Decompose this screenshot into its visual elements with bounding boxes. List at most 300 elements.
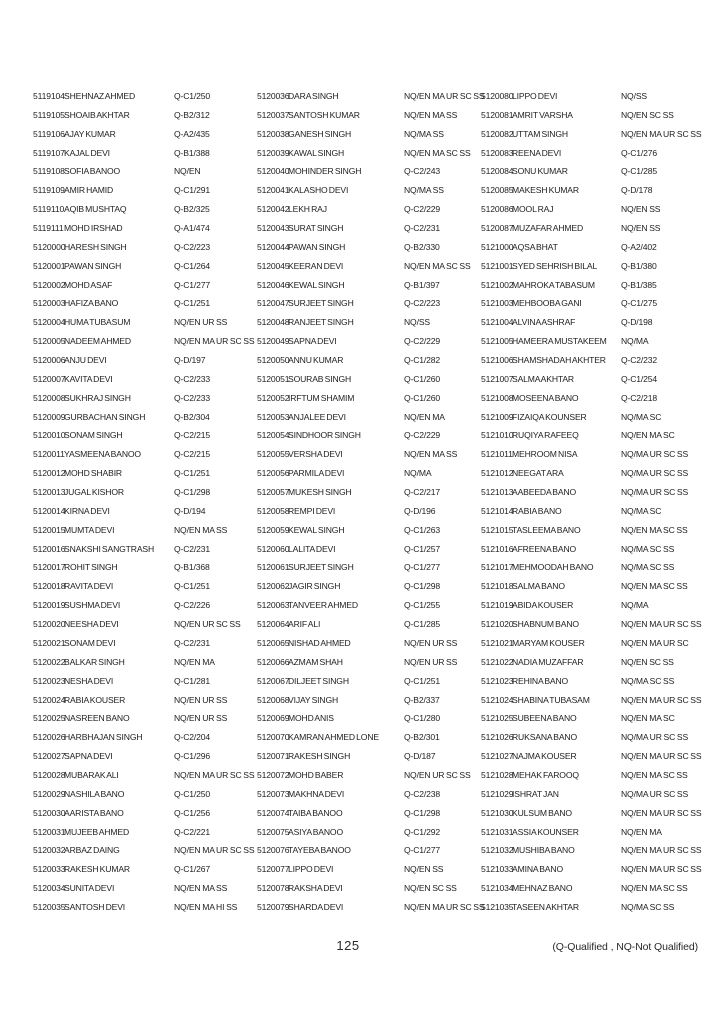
table-row — [257, 223, 475, 242]
roll-number: 5121021 — [481, 637, 514, 648]
result-code: Q-C1/276 — [621, 147, 658, 158]
candidate-name: DARA SINGH — [288, 91, 339, 101]
candidate-name: AQSA BHAT — [512, 241, 558, 252]
roll-number: 5120037 — [257, 109, 290, 120]
table-row — [257, 91, 485, 110]
roll-number: 5121010 — [481, 430, 514, 441]
candidate-name: KEWAL SINGH — [288, 524, 345, 535]
roll-number: 5121015 — [481, 524, 514, 535]
table-row — [33, 581, 249, 600]
roll-number: 5119104 — [33, 91, 65, 101]
roll-number: 5121031 — [481, 826, 514, 837]
roll-number: 5121023 — [481, 675, 514, 686]
table-row — [33, 166, 249, 185]
table-row — [481, 845, 717, 864]
table-row — [33, 449, 249, 468]
result-code: Q-C2/229 — [404, 430, 441, 441]
table-row — [481, 487, 717, 506]
roll-number: 5120062 — [257, 581, 290, 592]
candidate-name: JAGIR SINGH — [288, 581, 341, 592]
candidate-name: VERSHA DEVI — [288, 449, 343, 460]
result-code: NQ/MA SC SS — [621, 901, 675, 912]
roll-number: 5121009 — [481, 411, 514, 422]
candidate-name: SHOAIB AKHTAR — [64, 109, 130, 120]
result-code: Q-C1/298 — [404, 807, 441, 818]
roll-number: 5120013 — [33, 487, 66, 498]
roll-number: 5119108 — [33, 166, 65, 177]
candidate-name: MOOL RAJ — [512, 204, 554, 215]
result-code: NQ/MA — [621, 600, 649, 611]
result-code: Q-A2/402 — [621, 241, 657, 252]
candidate-name: MOHINDER SINGH — [288, 166, 362, 177]
table-row — [257, 600, 475, 619]
result-code: Q-C1/277 — [404, 562, 441, 573]
table-row — [257, 562, 475, 581]
table-row — [33, 845, 255, 864]
result-code: Q-C2/238 — [404, 788, 441, 799]
roll-number: 5120041 — [257, 185, 290, 196]
result-code: NQ/MA SC SS — [621, 543, 675, 554]
table-row — [257, 619, 475, 638]
roll-number: 5121004 — [481, 317, 514, 328]
roll-number: 5120043 — [257, 223, 290, 234]
candidate-name: SONAM SINGH — [64, 430, 123, 441]
roll-number: 5119111 — [33, 223, 64, 234]
table-row — [257, 751, 475, 770]
result-code: NQ/EN UR SS — [174, 317, 228, 328]
table-row — [33, 525, 249, 544]
table-row — [33, 242, 249, 261]
table-row — [257, 487, 475, 506]
result-code: NQ/EN SS — [404, 864, 444, 875]
table-row — [481, 827, 717, 846]
candidate-name: MUMTA DEVI — [64, 524, 115, 535]
table-row — [33, 864, 249, 883]
table-row — [33, 430, 249, 449]
roll-number: 5121007 — [481, 373, 514, 384]
result-code: Q-C1/250 — [174, 788, 211, 799]
result-code: NQ/MA SS — [404, 128, 444, 139]
candidate-name: MOHD ANIS — [288, 713, 334, 724]
roll-number: 5120058 — [257, 505, 290, 516]
roll-number: 5121000 — [481, 241, 514, 252]
candidate-name: KEERAN DEVI — [288, 260, 344, 271]
table-row — [257, 845, 475, 864]
result-code: Q-C2/215 — [174, 430, 211, 441]
result-code: NQ/MA SC SS — [621, 675, 675, 686]
roll-number: 5120002 — [33, 279, 66, 290]
result-code: Q-C1/275 — [621, 298, 658, 309]
table-row — [33, 223, 249, 242]
candidate-name: RAKESH SINGH — [288, 751, 351, 762]
result-code: Q-C1/251 — [174, 468, 211, 479]
candidate-name: AMRIT VARSHA — [512, 109, 573, 120]
result-code: NQ/EN MA — [621, 826, 662, 837]
roll-number: 5120046 — [257, 279, 290, 290]
roll-number: 5121028 — [481, 769, 514, 780]
table-row — [257, 506, 475, 525]
candidate-name: NESHA DEVI — [64, 675, 114, 686]
roll-number: 5120045 — [257, 260, 290, 271]
roll-number: 5120054 — [257, 430, 290, 441]
result-code: NQ/EN MA UR SC SS — [404, 91, 485, 101]
roll-number: 5120005 — [33, 336, 66, 347]
roll-number: 5120021 — [33, 637, 66, 648]
roll-number: 5121035 — [481, 901, 514, 912]
candidate-name: MEHAK FAROOQ — [512, 769, 579, 780]
result-code: NQ/EN MA SC SS — [621, 581, 688, 592]
candidate-name: AJAY KUMAR — [64, 128, 116, 139]
candidate-name: IRFTUM SHAMIM — [288, 392, 355, 403]
candidate-name: SAPNA DEVI — [64, 751, 113, 762]
result-code: Q-C1/251 — [174, 581, 211, 592]
roll-number: 5120079 — [257, 901, 290, 912]
roll-number: 5120077 — [257, 864, 290, 875]
roll-number: 5121017 — [481, 562, 514, 573]
result-code: Q-B2/301 — [404, 732, 440, 743]
roll-number: 5120027 — [33, 751, 66, 762]
roll-number: 5120040 — [257, 166, 290, 177]
table-row — [257, 166, 475, 185]
table-row — [481, 336, 717, 355]
table-row — [481, 789, 717, 808]
roll-number: 5120056 — [257, 468, 290, 479]
candidate-name: KAJAL DEVI — [64, 147, 110, 158]
result-code: Q-A2/435 — [174, 128, 210, 139]
candidate-name: HARESH SINGH — [64, 241, 127, 252]
table-row — [481, 676, 717, 695]
result-code: NQ/EN MA SS — [404, 109, 458, 120]
result-code: NQ/EN MA UR SC — [621, 637, 689, 648]
result-code: Q-D/178 — [621, 185, 653, 196]
result-code: Q-C1/260 — [404, 373, 441, 384]
table-row — [481, 902, 717, 921]
candidate-name: MEHNAZ BANO — [512, 883, 573, 894]
table-row — [481, 525, 717, 544]
table-row — [257, 374, 475, 393]
table-row — [257, 412, 475, 431]
table-row — [257, 393, 475, 412]
result-code: Q-C2/229 — [404, 204, 441, 215]
result-code: NQ/MA — [621, 336, 649, 347]
result-code: Q-C2/231 — [174, 543, 211, 554]
table-row — [33, 185, 249, 204]
roll-number: 5120075 — [257, 826, 290, 837]
table-row — [257, 298, 475, 317]
roll-number: 5120036 — [257, 91, 290, 101]
candidate-name: SUNITA DEVI — [64, 883, 115, 894]
candidate-name: MOHD IRSHAD — [64, 223, 123, 234]
result-code: Q-C1/298 — [174, 487, 211, 498]
result-code: Q-C1/256 — [174, 807, 211, 818]
table-row — [257, 638, 475, 657]
roll-number: 5120018 — [33, 581, 66, 592]
result-code: NQ/EN SS — [621, 223, 661, 234]
result-code: NQ/EN MA — [174, 656, 215, 667]
candidate-name: REENA DEVI — [512, 147, 562, 158]
candidate-name: HUMA TUBASUM — [64, 317, 131, 328]
candidate-name: NEEGAT ARA — [512, 468, 564, 479]
candidate-name: MUZAFAR AHMED — [512, 223, 584, 234]
table-row — [257, 129, 475, 148]
result-code: Q-C2/221 — [174, 826, 211, 837]
result-code: Q-C1/281 — [174, 675, 211, 686]
candidate-name: MAKESH KUMAR — [512, 185, 579, 196]
result-code: Q-C1/291 — [174, 185, 211, 196]
candidate-name: ANJALEE DEVI — [288, 411, 346, 422]
result-code: NQ/EN MA SS — [174, 524, 228, 535]
table-row — [257, 657, 475, 676]
roll-number: 5120023 — [33, 675, 66, 686]
table-row — [33, 487, 249, 506]
roll-number: 5120047 — [257, 298, 290, 309]
table-row — [257, 148, 475, 167]
table-row — [481, 148, 717, 167]
candidate-name: RABIA KOUSER — [64, 694, 126, 705]
result-code: NQ/EN MA UR SC SS — [621, 845, 702, 856]
roll-number: 5121029 — [481, 788, 514, 799]
roll-number: 5121033 — [481, 864, 514, 875]
result-code: NQ/EN MA UR SC SS — [621, 864, 702, 875]
roll-number: 5120055 — [257, 449, 290, 460]
table-row — [481, 412, 717, 431]
candidate-name: SOFIA BANOO — [64, 166, 121, 177]
result-code: NQ/EN MA UR SC SS — [174, 845, 255, 856]
result-column — [257, 91, 485, 925]
table-row — [33, 317, 249, 336]
table-row — [257, 242, 475, 261]
result-code: NQ/SS — [621, 91, 647, 101]
table-row — [257, 280, 475, 299]
roll-number: 5121030 — [481, 807, 514, 818]
result-code: Q-C1/285 — [621, 166, 658, 177]
table-row — [481, 393, 717, 412]
result-code: Q-C2/233 — [174, 373, 211, 384]
roll-number: 5119109 — [33, 185, 65, 196]
roll-number: 5120051 — [257, 373, 290, 384]
table-row — [257, 468, 475, 487]
candidate-name: RAVITA DEVI — [64, 581, 114, 592]
candidate-name: RUKSANA BANO — [512, 732, 578, 743]
roll-number: 5120067 — [257, 675, 290, 686]
candidate-name: NASHILA BANO — [64, 788, 125, 799]
candidate-name: RAKSHA DEVI — [288, 883, 343, 894]
table-row — [481, 619, 717, 638]
roll-number: 5120086 — [481, 204, 514, 215]
result-code: Q-C1/292 — [404, 826, 441, 837]
roll-number: 5120010 — [33, 430, 66, 441]
table-row — [33, 751, 249, 770]
table-row — [481, 317, 717, 336]
candidate-name: NADIA MUZAFFAR — [512, 656, 584, 667]
table-row — [481, 468, 717, 487]
table-row — [481, 91, 717, 110]
result-code: Q-C1/285 — [404, 619, 441, 630]
result-code: Q-C1/264 — [174, 260, 211, 271]
candidate-name: HARBHAJAN SINGH — [64, 732, 143, 743]
candidate-name: TAIBA BANOO — [288, 807, 343, 818]
roll-number: 5121005 — [481, 336, 514, 347]
candidate-name: MOHD SHABIR — [64, 468, 122, 479]
table-row — [33, 506, 249, 525]
table-row — [33, 562, 249, 581]
roll-number: 5121016 — [481, 543, 514, 554]
result-code: NQ/EN UR SS — [174, 694, 228, 705]
result-code: NQ/MA UR SC SS — [621, 487, 689, 498]
table-row — [33, 261, 249, 280]
candidate-name: MEHBOOBA GANI — [512, 298, 582, 309]
result-code: NQ/EN — [174, 166, 201, 177]
candidate-name: TANVEER AHMED — [288, 600, 358, 611]
result-code: NQ/MA UR SC SS — [621, 449, 689, 460]
table-row — [33, 544, 249, 563]
result-code: NQ/EN MA UR SC SS — [621, 128, 702, 139]
table-row — [33, 676, 249, 695]
result-code: NQ/EN MA UR SC SS — [621, 751, 702, 762]
result-code: Q-C2/204 — [174, 732, 211, 743]
candidate-name: SHABINA TUBASAM — [512, 694, 590, 705]
result-code: Q-C1/254 — [621, 373, 658, 384]
candidate-name: ALVINA ASHRAF — [512, 317, 576, 328]
table-row — [33, 336, 255, 355]
roll-number: 5120061 — [257, 562, 290, 573]
result-code: Q-C1/267 — [174, 864, 211, 875]
roll-number: 5120034 — [33, 883, 66, 894]
table-row — [257, 901, 485, 921]
candidate-name: RAKESH KUMAR — [64, 864, 130, 875]
table-row — [33, 789, 249, 808]
roll-number: 5120059 — [257, 524, 290, 535]
result-code: Q-C1/280 — [404, 713, 441, 724]
candidate-name: MOHD BABER — [288, 769, 344, 780]
result-code: Q-C1/251 — [174, 298, 211, 309]
result-code: Q-B2/304 — [174, 411, 210, 422]
result-code: Q-C2/229 — [404, 336, 441, 347]
roll-number: 5121024 — [481, 694, 514, 705]
table-row — [257, 581, 475, 600]
result-code: NQ/EN MA SS — [404, 449, 458, 460]
result-code: Q-C2/233 — [174, 392, 211, 403]
table-row — [257, 676, 475, 695]
table-row — [481, 185, 717, 204]
roll-number: 5120022 — [33, 656, 66, 667]
candidate-name: LALITA DEVI — [288, 543, 336, 554]
table-row — [481, 751, 717, 770]
candidate-name: NASREEN BANO — [64, 713, 130, 724]
roll-number: 5120017 — [33, 562, 66, 573]
roll-number: 5120068 — [257, 694, 290, 705]
candidate-name: AQIB MUSHTAQ — [64, 204, 127, 215]
result-code: Q-C1/298 — [404, 581, 441, 592]
candidate-name: SUSHMA DEVI — [64, 600, 121, 611]
roll-number: 5119106 — [33, 128, 65, 139]
table-row — [33, 280, 249, 299]
roll-number: 5121002 — [481, 279, 514, 290]
table-row — [481, 695, 717, 714]
candidate-name: UTTAM SINGH — [512, 128, 568, 139]
candidate-name: REMPI DEVI — [288, 505, 336, 516]
table-row — [481, 110, 717, 129]
result-code: Q-B1/388 — [174, 147, 210, 158]
result-code: NQ/EN SC SS — [621, 656, 674, 667]
candidate-name: HAMEERA MUSTAKEEM — [512, 336, 607, 347]
roll-number: 5120028 — [33, 769, 66, 780]
candidate-name: LEKH RAJ — [288, 204, 327, 215]
result-code: Q-D/194 — [174, 505, 206, 516]
candidate-name: NISHAD AHMED — [288, 637, 351, 648]
roll-number: 5120019 — [33, 600, 66, 611]
result-column — [33, 91, 255, 925]
roll-number: 5120081 — [481, 109, 514, 120]
table-row — [257, 864, 475, 883]
roll-number: 5120083 — [481, 147, 514, 158]
table-row — [481, 223, 717, 242]
result-code: NQ/EN MA UR SC SS — [404, 901, 485, 912]
candidate-name: AMINA BANO — [512, 864, 563, 875]
table-row — [481, 449, 717, 468]
result-code: NQ/MA SC SS — [621, 562, 675, 573]
table-row — [257, 355, 475, 374]
table-row — [33, 91, 249, 110]
candidate-name: MARYAM KOUSER — [512, 637, 585, 648]
roll-number: 5120053 — [257, 411, 290, 422]
candidate-name: MEHMOODAH BANO — [512, 562, 594, 573]
roll-number: 5120029 — [33, 788, 66, 799]
table-row — [481, 544, 717, 563]
table-row — [33, 110, 249, 129]
roll-number: 5120012 — [33, 468, 66, 479]
result-code: Q-D/196 — [404, 505, 436, 516]
table-row — [33, 129, 249, 148]
roll-number: 5121025 — [481, 713, 514, 724]
result-code: NQ/EN MA UR SC SS — [621, 694, 702, 705]
table-row — [33, 695, 249, 714]
roll-number: 5120049 — [257, 336, 290, 347]
candidate-name: MOSEENA BANO — [512, 392, 579, 403]
table-row — [257, 317, 475, 336]
candidate-name: AARISTA BANO — [64, 807, 124, 818]
roll-number: 5121034 — [481, 883, 514, 894]
table-row — [33, 638, 249, 657]
candidate-name: SAPNA DEVI — [288, 336, 337, 347]
table-row — [33, 769, 255, 789]
result-code: NQ/EN MA SC SS — [404, 147, 471, 158]
result-code: NQ/EN MA SC — [621, 713, 675, 724]
candidate-name: SHAMSHADAH AKHTER — [512, 355, 606, 366]
result-code: NQ/EN MA UR SC SS — [621, 807, 702, 818]
roll-number: 5121022 — [481, 656, 514, 667]
roll-number: 5119107 — [33, 147, 65, 158]
result-code: NQ/EN UR SS — [404, 656, 458, 667]
result-code: Q-C1/250 — [174, 91, 211, 101]
table-row — [257, 430, 475, 449]
candidate-name: SANTOSH KUMAR — [288, 109, 360, 120]
roll-number: 5121006 — [481, 355, 514, 366]
candidate-name: PAWAN SINGH — [64, 260, 122, 271]
roll-number: 5120016 — [33, 543, 66, 554]
candidate-name: RUQIYA RAFEEQ — [512, 430, 579, 441]
candidate-name: SOURAB SINGH — [288, 373, 352, 384]
table-row — [481, 506, 717, 525]
result-code: Q-C1/277 — [174, 279, 211, 290]
candidate-name: KAMRAN AHMED LONE — [288, 732, 379, 743]
candidate-name: SONU KUMAR — [512, 166, 568, 177]
result-code: NQ/EN MA UR SC SS — [174, 769, 255, 780]
table-row — [33, 827, 249, 846]
roll-number: 5120000 — [33, 241, 66, 252]
candidate-name: KULSUM BANO — [512, 807, 572, 818]
candidate-name: MUKESH SINGH — [288, 487, 352, 498]
